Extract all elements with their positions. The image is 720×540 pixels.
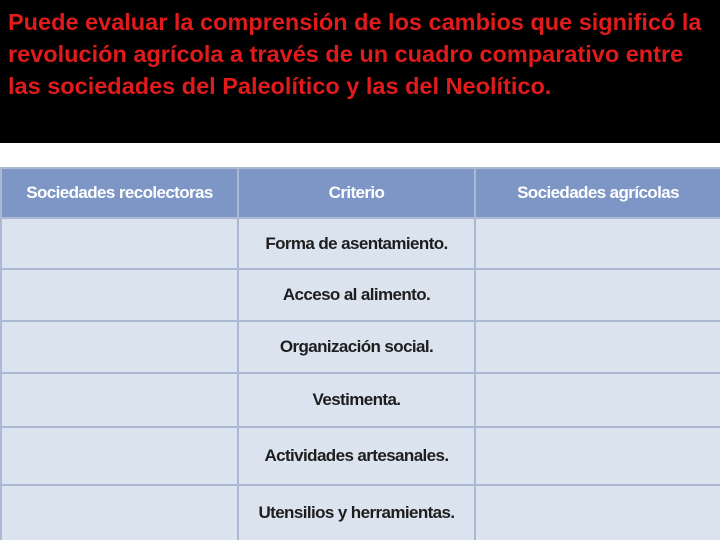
criterion-cell: Organización social. xyxy=(238,321,475,373)
collectors-cell xyxy=(1,427,238,485)
criterion-cell: Forma de asentamiento. xyxy=(238,218,475,269)
criterion-cell: Utensilios y herramientas. xyxy=(238,485,475,540)
agricultural-cell xyxy=(475,427,720,485)
table-row xyxy=(1,218,720,269)
agricultural-cell xyxy=(475,485,720,540)
comparison-table-container xyxy=(0,167,720,540)
agricultural-cell xyxy=(475,373,720,427)
table-row xyxy=(1,321,720,373)
header-text: Puede evaluar la comprensión de los cambios que significó la revolución agrícola a través de un cuadro comparativo entre las sociedades del Paleolítico y las del Neolítico. xyxy=(8,9,702,99)
table-header-row xyxy=(1,168,720,218)
criterion-cell: Acceso al alimento. xyxy=(238,269,475,321)
criterion-cell: Actividades artesanales. xyxy=(238,427,475,485)
table-row xyxy=(1,373,720,427)
collectors-cell xyxy=(1,269,238,321)
comparison-table xyxy=(0,167,720,540)
agricultural-cell xyxy=(475,218,720,269)
column-header-agricultural: Sociedades agrícolas xyxy=(475,168,720,218)
collectors-cell xyxy=(1,485,238,540)
header-banner xyxy=(0,0,720,143)
table-row xyxy=(1,269,720,321)
criterion-cell: Vestimenta. xyxy=(238,373,475,427)
collectors-cell xyxy=(1,321,238,373)
column-header-criterion: Criterio xyxy=(238,168,475,218)
collectors-cell xyxy=(1,373,238,427)
agricultural-cell xyxy=(475,321,720,373)
collectors-cell xyxy=(1,218,238,269)
column-header-collectors: Sociedades recolectoras xyxy=(1,168,238,218)
table-row xyxy=(1,485,720,540)
agricultural-cell xyxy=(475,269,720,321)
table-row xyxy=(1,427,720,485)
